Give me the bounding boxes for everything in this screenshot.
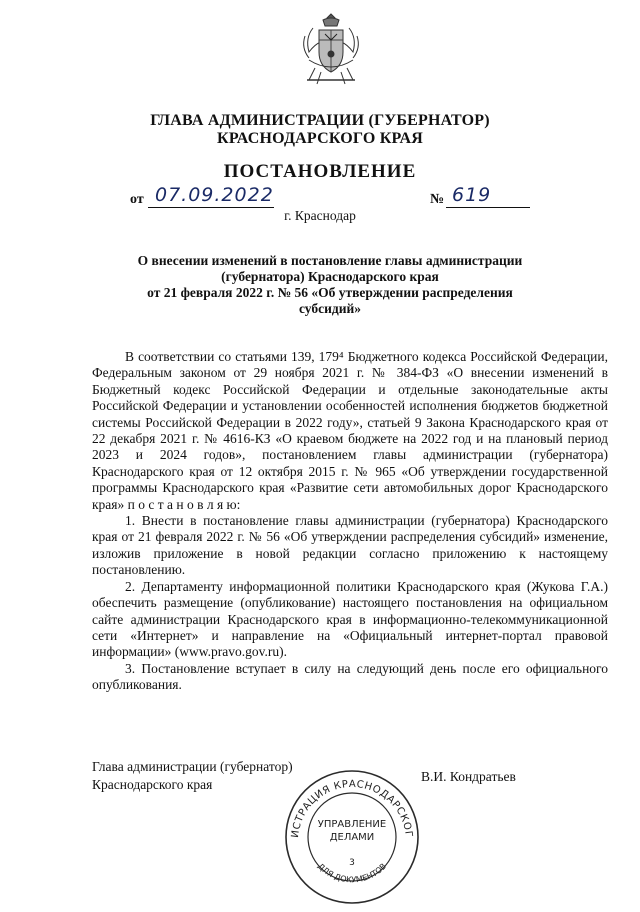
subject-line-3: от 21 февраля 2022 г. № 56 «Об утверждении распределения [147,285,513,300]
signatory-position-line-2: Краснодарского края [92,777,213,792]
official-stamp [282,767,422,907]
date-handwritten-value: 07.09.2022 [155,184,274,206]
signatory-position [92,758,293,794]
stamp-center-line-2: ДЕЛАМИ [329,832,375,843]
stamp-bottom-text: ДЛЯ ДОКУМЕНТОВ [315,861,389,885]
number-label: № [430,192,445,207]
subject-line-1: О внесении изменений в постановление главы администрации [137,253,523,268]
stamp-center-line-1: УПРАВЛЕНИЕ [317,819,387,830]
preamble-paragraph: В соответствии со статьями 139, 179⁴ Бюджетного кодекса Российской Федерации, Федеральным законом от 29 ноября 2021 г. № 384-ФЗ «О внесении изменений в Бюджетный кодекс Российской Федерации и отдельные законодательные акты Российской Федерации и установлении особенностей исполнения бюджетов бюджетной системы Российской Федерации в 2022 году», статьей 9 Закона Краснодарского края от 22 декабря 2021 г. № 4616-КЗ «О краевом бюджете на 2022 год и на плановый период 2023 и 2024 годов», постановлением главы администрации (губернатора) Краснодарского края от 12 октября 2015 г. № 965 «Об утверждении государственной программы Краснодарского края «Развитие сети автомобильных дорог Краснодарского края» п о с т а н о в л я ю: [92,349,608,512]
issuer-line-2: КРАСНОДАРСКОГО КРАЯ [217,130,423,147]
clause-1-paragraph: 1. Внести в постановление главы администрации (губернатора) Краснодарского края от 21 февраля 2022 г. № 56 «Об утверждении распределения субсидий» изменение, изложив приложение в новой редакции согласно приложению к настоящему постановлению. [92,513,608,578]
coat-of-arms-emblem [295,10,367,88]
stamp-number: 3 [349,858,355,868]
document-type-title: ПОСТАНОВЛЕНИЕ [223,161,417,182]
number-handwritten-value: 619 [452,184,492,206]
signatory-position-line-1: Глава администрации (губернатор) [92,759,293,774]
clause-3-paragraph: 3. Постановление вступает в силу на следующий день после его официального опубликования. [92,660,608,693]
clause-2-paragraph: 2. Департаменту информационной политики Краснодарского края (Жукова Г.А.) обеспечить размещение (опубликование) настоящего постановления на официальном сайте администрации Краснодарского края в информационно-телекоммуникационной сети «Интернет» и направление на «Официальный интернет-портал правовой информации» (www.pravo.gov.ru). [92,578,608,660]
document-body [92,349,608,694]
stamp-ring-text: ИСТРАЦИЯ КРАСНОДАРСКОГ [289,778,414,839]
city-name: г. Краснодар [284,208,356,223]
date-label: от [130,192,144,207]
subject-line-4: субсидий» [298,301,362,316]
signatory-name: В.И. Кондратьев [421,769,516,784]
issuer-line-1: ГЛАВА АДМИНИСТРАЦИИ (ГУБЕРНАТОР) [150,112,490,129]
subject-line-2: (губернатора) Краснодарского края [221,269,439,284]
